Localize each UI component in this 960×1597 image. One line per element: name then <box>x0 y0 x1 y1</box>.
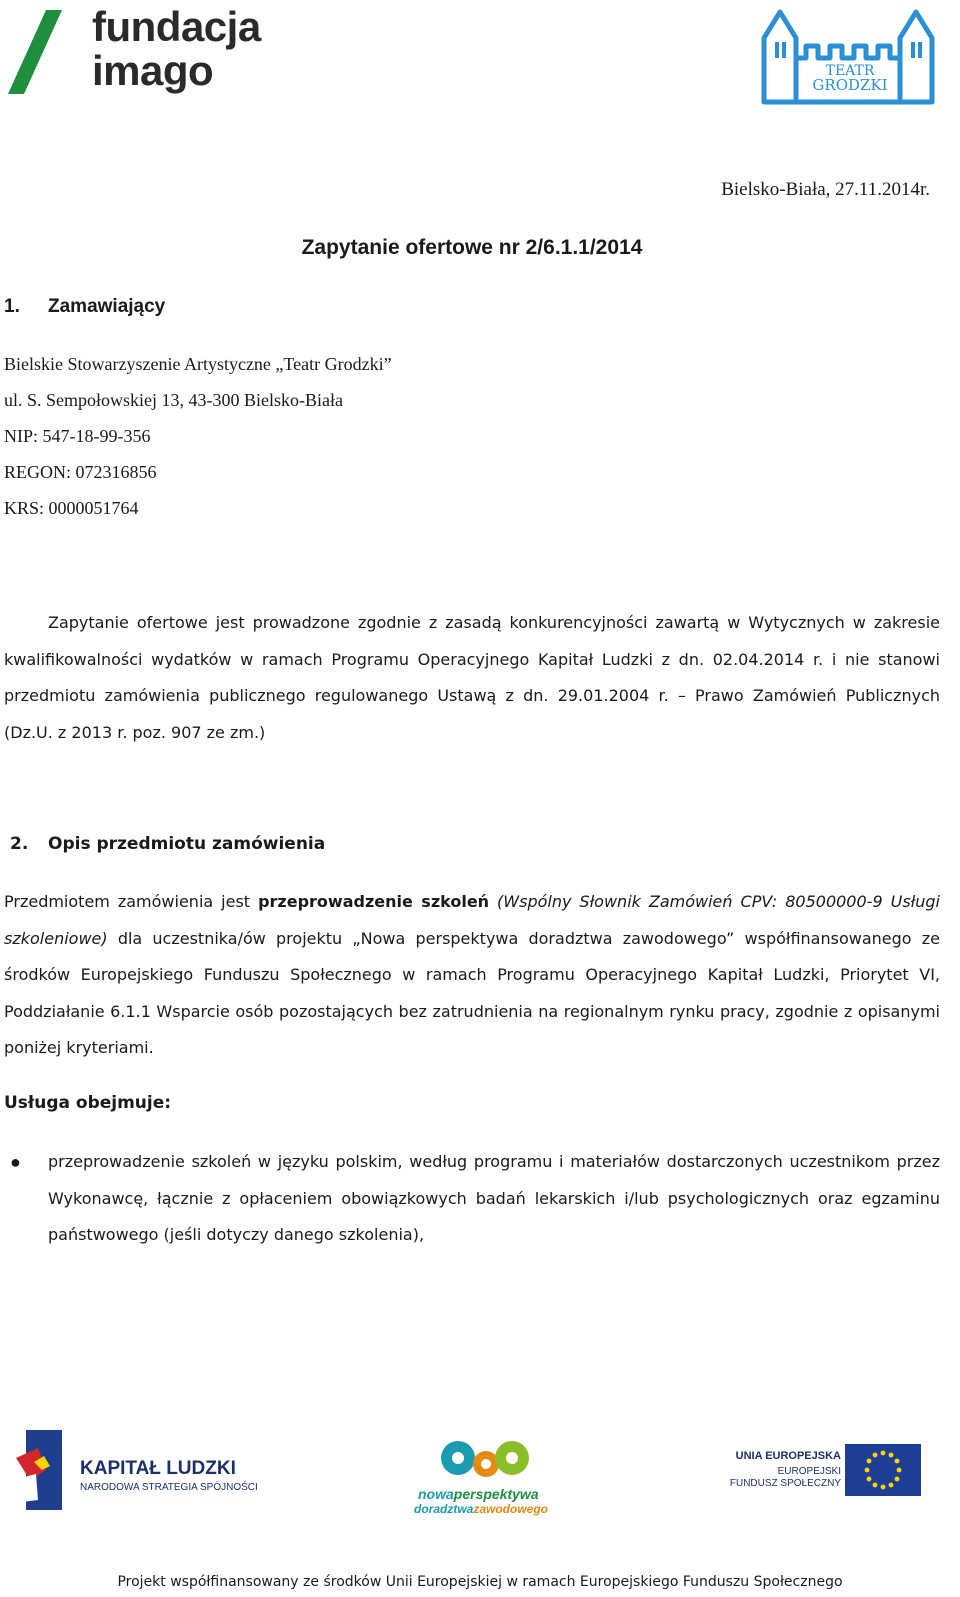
logo-text-imago: imago <box>92 47 214 94</box>
bullet-icon: ● <box>10 1152 21 1172</box>
kapital-ludzki-logo <box>16 1430 256 1510</box>
gears-icon <box>410 1436 555 1486</box>
orderer-nip: NIP: 547-18-99-356 <box>4 426 151 446</box>
nowa-perspektywa-line2 <box>414 1502 548 1516</box>
np-word-nowa: nowa <box>418 1486 454 1502</box>
service-includes-heading: Usługa obejmuje: <box>4 1093 172 1113</box>
section-1-number: 1. <box>4 296 20 317</box>
np-word-doradztwa: doradztwa <box>414 1502 474 1516</box>
castle-icon <box>760 6 945 114</box>
orderer-regon: REGON: 072316856 <box>4 462 157 482</box>
place-date: Bielsko-Biała, 27.11.2014r. <box>721 179 930 200</box>
kapital-ludzki-subtitle: NARODOWA STRATEGIA SPÓJNOŚCI <box>80 1482 258 1493</box>
order-subject-text-start: Przedmiotem zamówienia jest <box>4 892 259 911</box>
ue-line3: FUNDUSZ SPOŁECZNY <box>729 1478 841 1489</box>
logo-text-grodzki: GRODZKI <box>812 76 888 94</box>
orderer-address: ul. S. Sempołowskiej 13, 43-300 Bielsko-Biała <box>4 390 343 410</box>
unia-europejska-logo <box>700 1444 925 1504</box>
logo-text-fundacja: fundacja <box>92 3 261 50</box>
service-bullet-item: przeprowadzenie szkoleń w języku polskim, według programu i materiałów dostarczonych uczestnikom przez Wykonawcę, łącznie z opłaceniem obowiązkowych badań lekarskich i/lub psychologicznych oraz egzaminu państwowego (jeśli dotyczy danego szkolenia), <box>48 1152 940 1244</box>
legal-basis-paragraph: Zapytanie ofertowe jest prowadzone zgodnie z zasadą konkurencyjności zawartą w Wytycznych w zakresie kwalifikowalności wydatków w ramach Programu Operacyjnego Kapitał Ludzki z dn. 02.04.2014 r. i nie stanowi przedmiotu zamówienia publicznego regulowanego Ustawą z dn. 29.01.2004 r. – Prawo Zamówień Publicznych (Dz.U. z 2013 r. poz. 907 ze zm.) <box>4 613 940 742</box>
order-subject-text-end: dla uczestnika/ów projektu „Nowa perspektywa doradztwa zawodowego” współfinansowanego ze środków Europejskiego Funduszu Społecznego w ramach Programu Operacyjnego Kapitał Ludzki, Priorytet VI, Poddziałanie 6.1.1 Wsparcie osób pozostających bez zatrudnienia na regionalnym rynku pracy, zgodnie z opisanymi poniżej kryteriami. <box>4 928 940 1057</box>
ue-line2: EUROPEJSKI <box>777 1466 841 1477</box>
nowa-perspektywa-line1 <box>418 1486 539 1502</box>
fundacja-imago-logo <box>4 3 294 106</box>
kapital-ludzki-flag-icon <box>16 1430 76 1510</box>
section-1-heading: Zamawiający <box>48 296 166 317</box>
order-subject-cpv: (Wspólny Słownik Zamówień CPV: 80500000-9 Usługi szkoleniowe) <box>4 892 940 948</box>
logo-text-teatr: TEATR <box>825 63 875 79</box>
kapital-ludzki-title: KAPITAŁ LUDZKI <box>80 1458 236 1479</box>
order-subject-paragraph <box>4 884 940 1067</box>
orderer-krs: KRS: 0000051764 <box>4 498 139 518</box>
ue-line1: UNIA EUROPEJSKA <box>735 1450 841 1462</box>
orderer-name: Bielskie Stowarzyszenie Artystyczne „Teatr Grodzki” <box>4 354 392 374</box>
np-word-perspektywa: perspektywa <box>453 1486 539 1502</box>
footer-cofinancing-text: Projekt współfinansowany ze środków Unii Europejskiej w ramach Europejskiego Funduszu Społecznego <box>117 1574 843 1590</box>
order-subject-bold: przeprowadzenie szkoleń <box>258 892 490 911</box>
document-title: Zapytanie ofertowe nr 2/6.1.1/2014 <box>301 236 643 259</box>
section-2-heading: Opis przedmiotu zamówienia <box>48 834 326 854</box>
eu-flag-icon <box>845 1444 921 1496</box>
teatr-grodzki-logo <box>760 6 945 114</box>
np-word-zawodowego: zawodowego <box>473 1502 549 1516</box>
nowa-perspektywa-logo <box>410 1436 555 1516</box>
section-2-number: 2. <box>10 834 29 854</box>
